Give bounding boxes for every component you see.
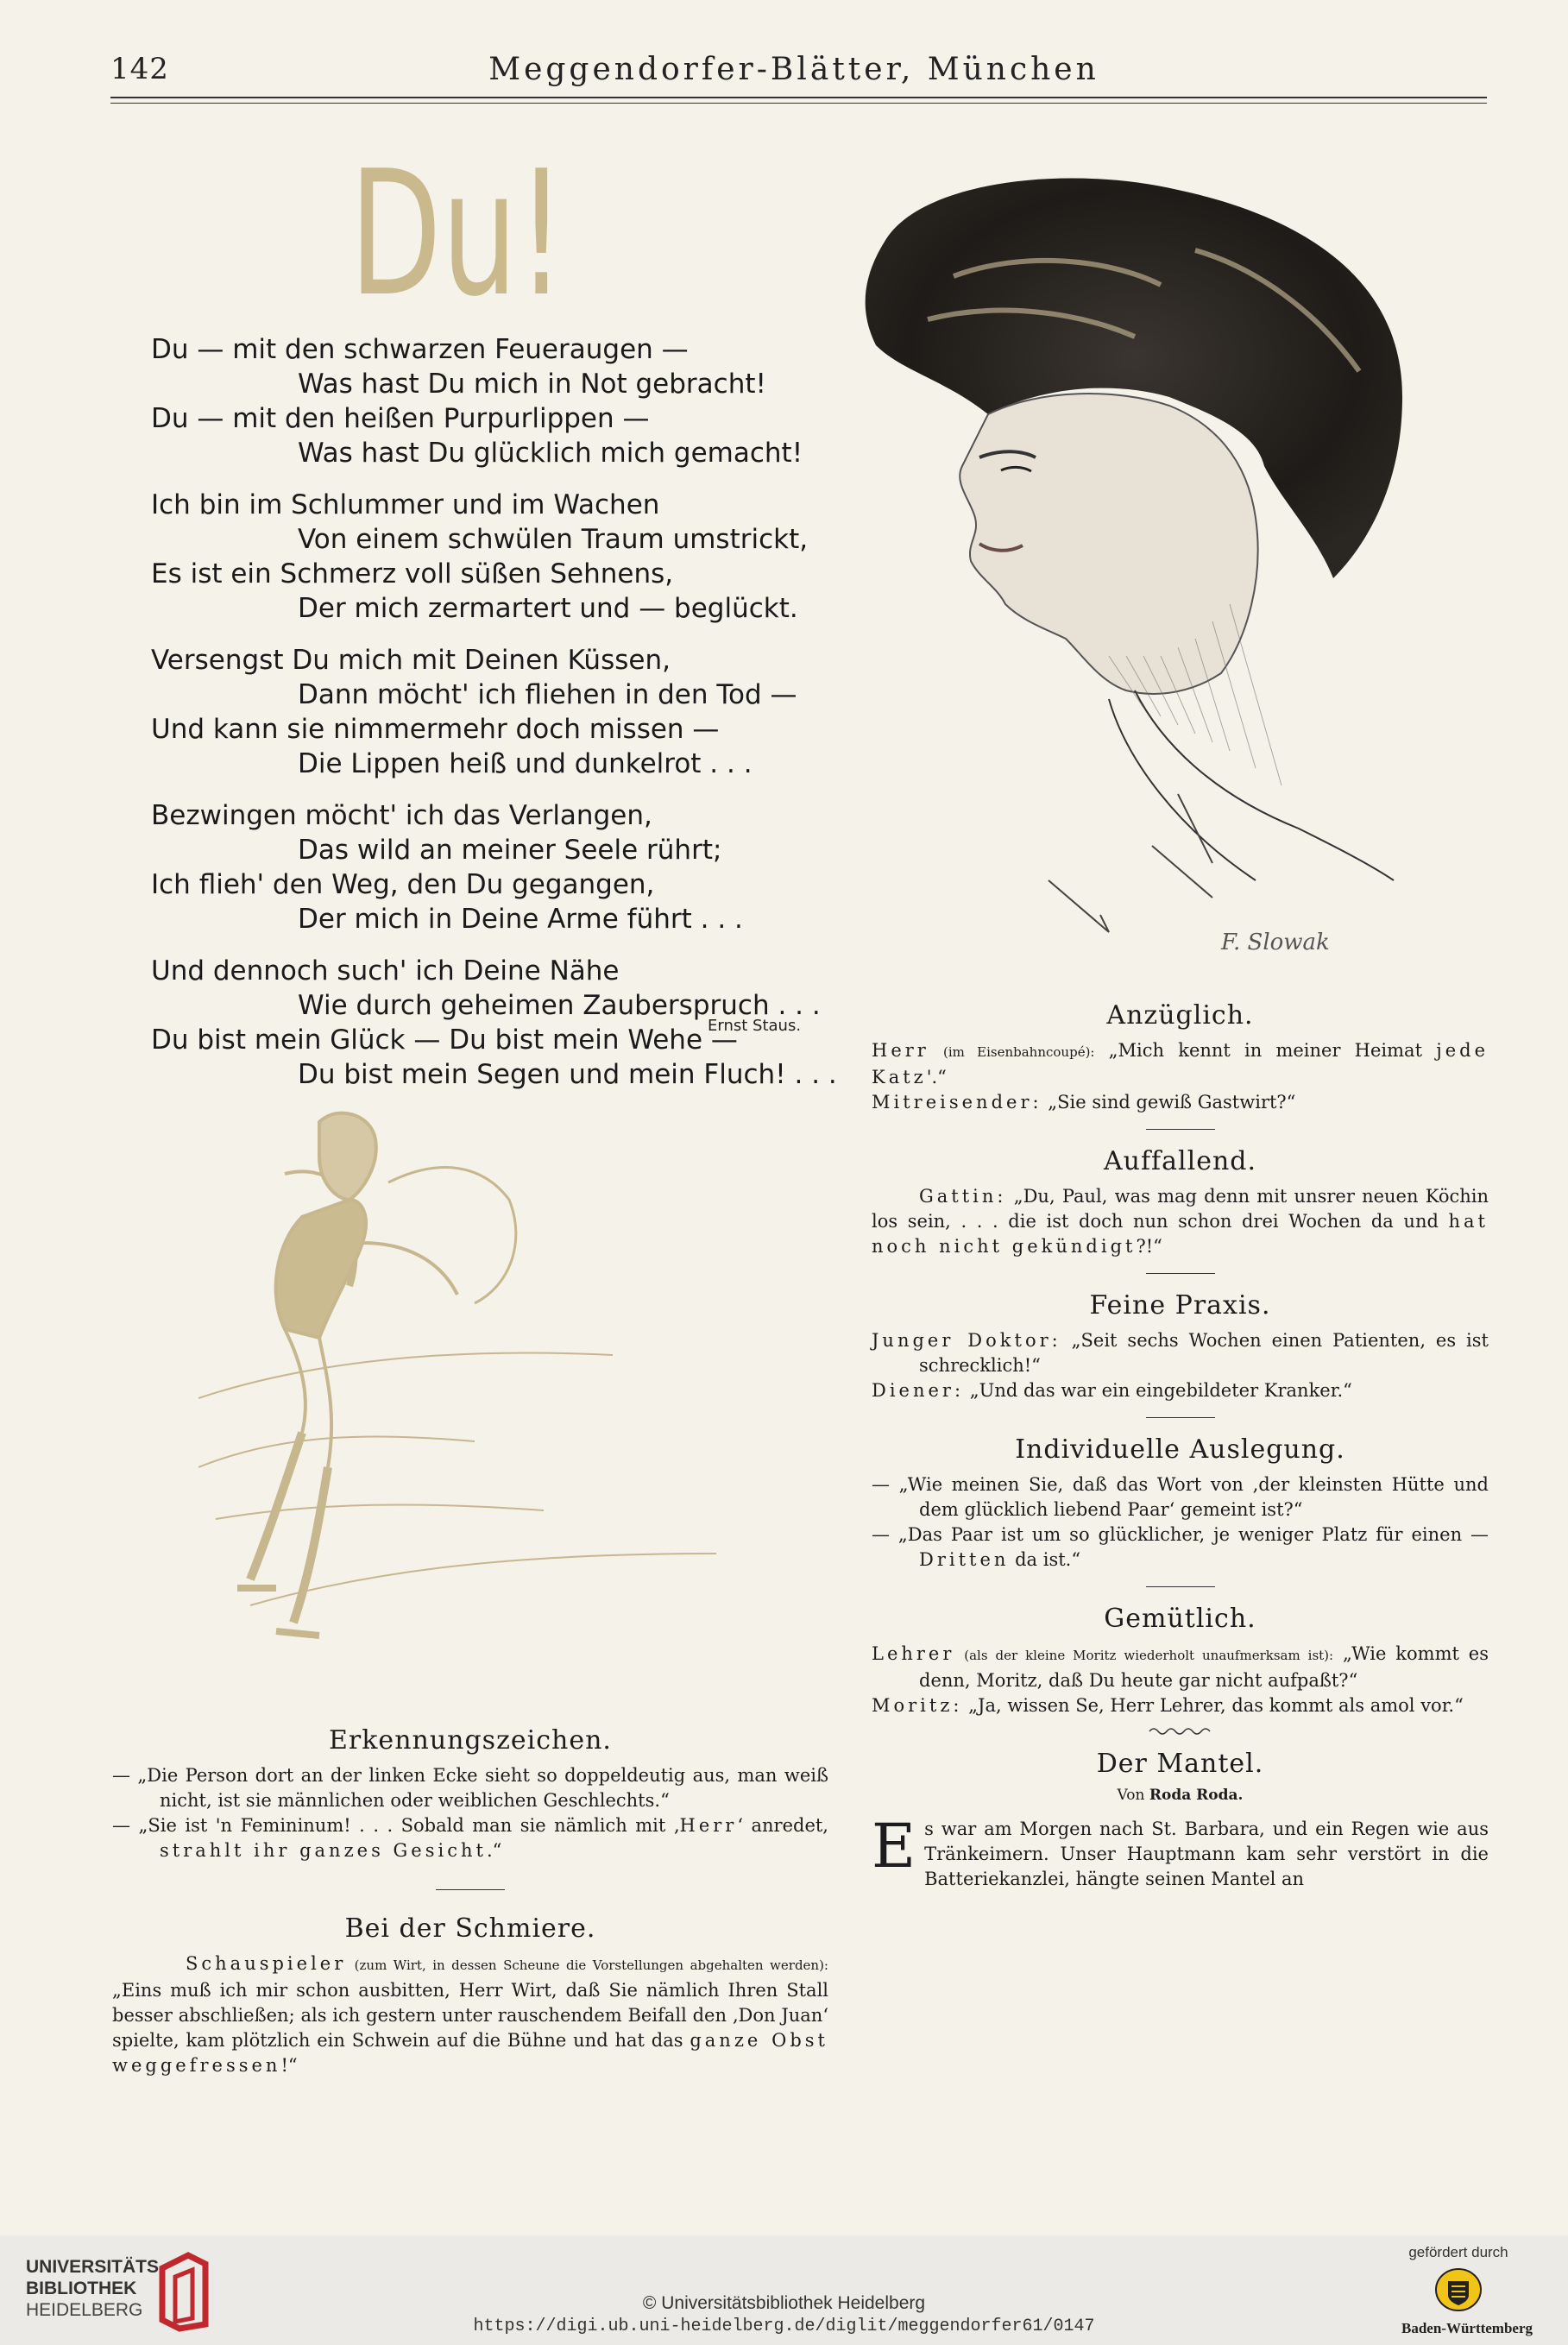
poem-line: Und dennoch such' ich Deine Nähe [151, 955, 620, 987]
poem-stanza [151, 488, 859, 626]
poem-line: Das wild an meiner Seele rührt; [298, 835, 722, 866]
poem-line: Ich bin im Schlummer und im Wachen [151, 489, 660, 520]
schmiere-text: Schauspieler (zum Wirt, in dessen Scheune die Vorstellungen abgehalten werden): „Eins muß ich mir schon ausbitten, Herr Wirt, daß Sie nämlich Ihren Stall besser abschließen; als ich gestern unter rauschendem Beifall den ‚Don Juan‘ spielte, kam plötzlich ein Schwein auf die Bühne und hat das ganze Obst weggefressen!“ [112, 1953, 828, 2076]
anzueglich-line1: Herr (im Eisenbahncoupé): „Mich kennt in meiner Heimat jede Katz'.“ [872, 1040, 1489, 1087]
heading-mantel: Der Mantel. [1096, 1749, 1264, 1779]
baden-wuerttemberg-seal-icon [1433, 2266, 1484, 2313]
separator [1146, 1586, 1215, 1587]
byline: Von Roda Roda. [1117, 1787, 1244, 1804]
left-column [112, 1725, 828, 2078]
separator [436, 1889, 505, 1890]
poem-author: Ernst Staus. [708, 1017, 802, 1035]
poem-line: Wie durch geheimen Zauberspruch . . . [298, 990, 821, 1021]
poem-title [345, 134, 570, 335]
heading-auffallend: Auffallend. [1103, 1146, 1257, 1176]
poem-line: Du — mit den schwarzen Feueraugen — [151, 334, 689, 365]
journal-title: Meggendorfer-Blätter, München [488, 52, 1099, 87]
heading-gemuetlich: Gemütlich. [1104, 1604, 1256, 1634]
poem-line: Was hast Du glücklich mich gemacht! [298, 438, 803, 469]
wavy-separator [872, 1718, 1489, 1744]
gemuetlich-line1: Lehrer (als der kleine Moritz wiederholt unaufmerksam ist): „Wie kommt es denn, Moritz, daß Du heute gar nicht aufpaßt?“ [872, 1643, 1489, 1691]
auslegung-line2: — „Das Paar ist um so glücklicher, je weniger Platz für einen — Dritten da ist.“ [872, 1524, 1489, 1570]
separator [1146, 1129, 1215, 1130]
poem-line: Was hast Du mich in Not gebracht! [298, 369, 766, 400]
seated-man-image [198, 1070, 734, 1709]
poem-line: Die Lippen heiß und dunkelrot . . . [298, 748, 753, 779]
header-rule [110, 97, 1487, 98]
mantel-text: Es war am Morgen nach St. Barbara, und ein Regen wie aus Tränkeimern. Unser Hauptmann kam sehr verstört in die Batteriekanzlei, hängte seinen Mantel an [872, 1811, 1489, 1889]
woman-portrait-image [850, 173, 1411, 967]
running-header [104, 52, 1484, 95]
praxis-line1: Junger Doktor: „Seit sechs Wochen einen Patienten, es ist schrecklich!“ [872, 1330, 1489, 1376]
heading-feine-praxis: Feine Praxis. [1089, 1290, 1271, 1321]
right-column [872, 1000, 1489, 1892]
poem-title-text: Du! [349, 134, 565, 335]
separator [1146, 1273, 1215, 1274]
heading-anzueglich: Anzüglich. [1106, 1000, 1254, 1031]
erkennung-line1: — „Die Person dort an der linken Ecke sieht so doppeldeutig aus, man weiß nicht, ist sie männlichen oder weiblichen Geschlechts.“ [112, 1765, 828, 1811]
ub-logo-line3: HEIDELBERG [26, 2300, 143, 2320]
baden-wuerttemberg-label: Baden-Württemberg [1401, 2320, 1533, 2336]
separator [1146, 1417, 1215, 1418]
ub-logo-line1: UNIVERSITÄTS- [26, 2257, 166, 2277]
auffallend-text: Gattin: „Du, Paul, was mag denn mit unsrer neuen Köchin los sein, . . . die ist doch nun schon drei Wochen da und hat noch nicht gekündigt?!“ [872, 1186, 1489, 1257]
heading-erkennungszeichen: Erkennungszeichen. [329, 1725, 612, 1756]
poem-line: Ich flieh' den Weg, den Du gegangen, [151, 869, 655, 900]
poem-line: Bezwingen möcht' ich das Verlangen, [151, 800, 652, 831]
copyright: © Universitätsbibliothek Heidelberg [642, 2293, 926, 2313]
poem-stanza [151, 798, 859, 936]
erkennung-line2: — „Sie ist 'n Femininum! . . . Sobald man sie nämlich mit ‚Herr‘ anredet, strahlt ihr ganzes Gesicht.“ [112, 1815, 828, 1861]
auslegung-line1: — „Wie meinen Sie, daß das Wort von ‚der kleinsten Hütte und dem glücklich liebend Paar‘ gemeint ist?“ [872, 1474, 1489, 1520]
heading-schmiere: Bei der Schmiere. [344, 1913, 596, 1944]
ub-logo-line2: BIBLIOTHEK [26, 2279, 137, 2298]
gemuetlich-line2: Moritz: „Ja, wissen Se, Herr Lehrer, das kommt als amol vor.“ [872, 1695, 1464, 1716]
poem-line: Es ist ein Schmerz voll süßen Sehnens, [151, 558, 674, 589]
poem-line: Der mich zermartert und — beglückt. [298, 593, 798, 624]
poem-line: Du — mit den heißen Purpurlippen — [151, 403, 650, 434]
header-rule-thin [110, 103, 1487, 104]
poem-stanza [151, 332, 859, 470]
poem-line: Du bist mein Segen und mein Fluch! . . . [298, 1059, 837, 1090]
poem-body [151, 332, 859, 1109]
poem-line: Von einem schwülen Traum umstrickt, [298, 524, 809, 555]
poem-line: Dann möcht' ich fliehen in den Tod — [298, 679, 797, 710]
poem-line: Du bist mein Glück — Du bist mein Wehe — [151, 1024, 738, 1056]
artist-signature: F. Slowak [1221, 930, 1330, 955]
praxis-line2: Diener: „Und das war ein eingebildeter Kranker.“ [872, 1380, 1352, 1401]
poem-line: Der mich in Deine Arme führt . . . [298, 904, 743, 935]
source-url[interactable]: https://digi.ub.uni-heidelberg.de/diglit/meggendorfer61/0147 [473, 2317, 1095, 2336]
drop-capital: E [872, 1811, 916, 1882]
funded-by-label: gefördert durch [1408, 2244, 1508, 2260]
poem-line: Und kann sie nimmermehr doch missen — [151, 714, 720, 745]
heading-auslegung: Individuelle Auslegung. [1015, 1434, 1345, 1465]
poem-stanza [151, 643, 859, 781]
anzueglich-line2: Mitreisender: „Sie sind gewiß Gastwirt?“ [872, 1092, 1296, 1113]
page-number: 142 [110, 52, 169, 86]
poem-line: Versengst Du mich mit Deinen Küssen, [151, 645, 671, 676]
